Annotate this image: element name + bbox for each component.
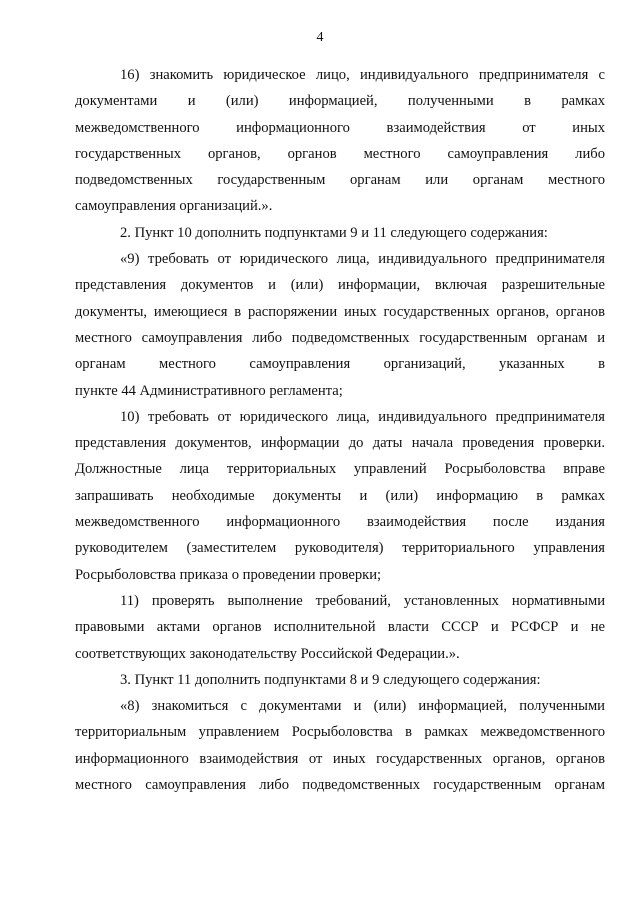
text-line: пункте 44 Административного регламента;: [75, 382, 343, 399]
text-line: 11) проверять выполнение требований, установленных нормативными: [120, 592, 605, 609]
text-line: документами и (или) информацией, полученными в рамках: [75, 93, 605, 110]
text-line: соответствующих законодательству Российской Федерации.».: [75, 645, 460, 662]
text-line: представления документов, информации до даты начала проведения проверки.: [75, 435, 605, 452]
text-line: подведомственных государственным органам или органам местного: [75, 172, 605, 189]
text-line: Должностные лица территориальных управлений Росрыболовства вправе: [75, 461, 605, 478]
text-line: документы, имеющиеся в распоряжении иных государственных органов, органов: [75, 303, 605, 320]
text-line: 16) знакомить юридическое лицо, индивидуального предпринимателя с: [120, 67, 605, 83]
text-line: местного самоуправления либо подведомственных государственным органам и: [75, 329, 605, 346]
text-line: 3. Пункт 11 дополнить подпунктами 8 и 9 следующего содержания:: [120, 671, 541, 688]
text-line: «9) требовать от юридического лица, индивидуального предпринимателя: [120, 251, 605, 268]
document-body: [75, 62, 605, 798]
text-line: Росрыболовства приказа о проведении проверки;: [75, 566, 382, 583]
text-line: запрашивать необходимые документы и (или) информацию в рамках: [75, 487, 605, 504]
page-number: 4: [316, 30, 324, 45]
text-line: межведомственного информационного взаимодействия от иных: [75, 119, 605, 136]
text-line: межведомственного информационного взаимодействия после издания: [75, 514, 605, 531]
text-line: самоуправления организаций.».: [75, 198, 273, 215]
text-line: 2. Пункт 10 дополнить подпунктами 9 и 11 следующего содержания:: [120, 224, 548, 241]
text-line: органам местного самоуправления организаций, указанных в: [75, 356, 605, 373]
text-line: правовыми актами органов исполнительной власти СССР и РСФСР и не: [75, 619, 605, 636]
text-line: государственных органов, органов местного самоуправления либо: [75, 145, 605, 162]
text-line: руководителем (заместителем руководителя) территориального управления: [75, 540, 605, 557]
text-line: «8) знакомиться с документами и (или) информацией, полученными: [120, 698, 605, 715]
text-line: 10) требовать от юридического лица, индивидуального предпринимателя: [120, 408, 605, 425]
text-line: местного самоуправления либо подведомственных государственным органам: [75, 777, 605, 794]
text-line: информационного взаимодействия от иных государственных органов, органов: [75, 750, 605, 767]
text-line: территориальным управлением Росрыболовства в рамках межведомственного: [75, 724, 605, 741]
text-line: представления документов и (или) информации, включая разрешительные: [75, 277, 605, 294]
